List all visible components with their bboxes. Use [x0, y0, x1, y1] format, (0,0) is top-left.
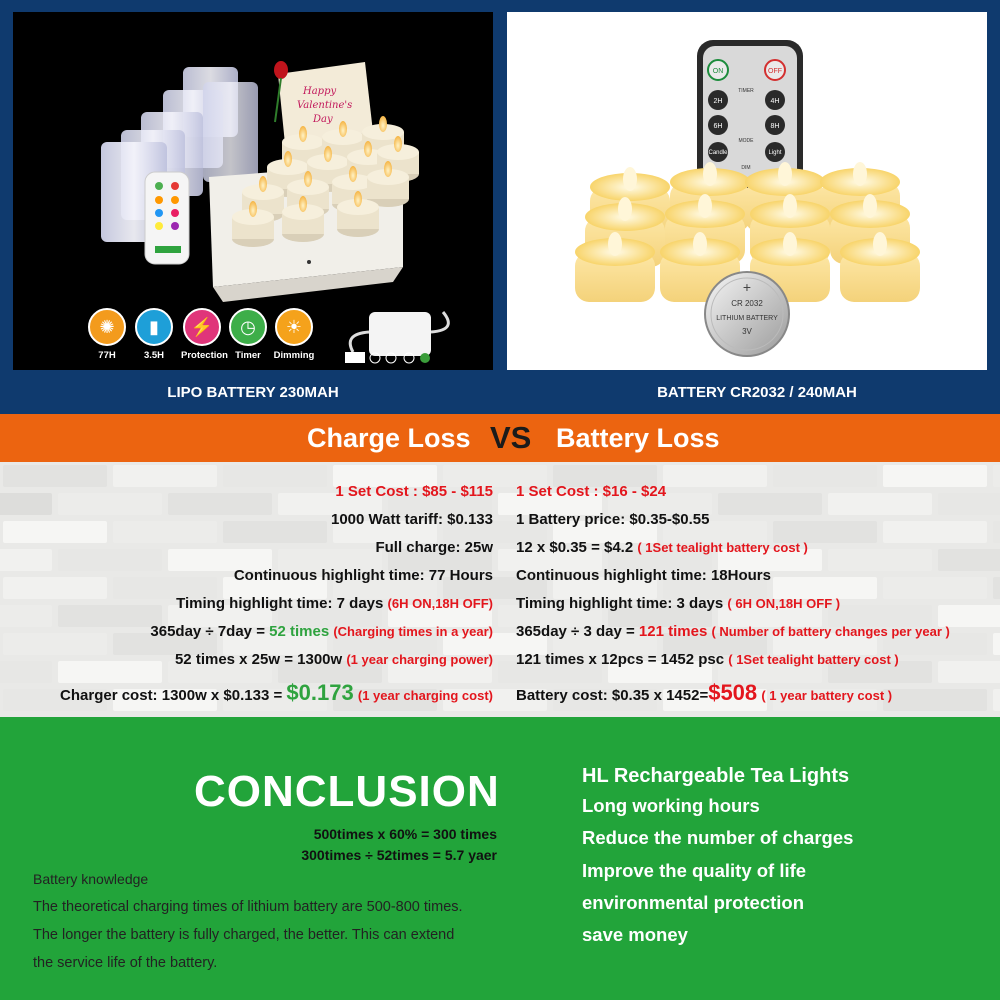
svg-text:Day: Day [313, 114, 333, 125]
feature-hours: ✺ 77H [86, 308, 128, 361]
battery-timing-row: Timing highlight time: 3 days ( 6H ON,18H OFF ) [516, 595, 841, 612]
svg-text:Candle: Candle [708, 150, 728, 156]
charge-times-row: 365day ÷ 7day = 52 times (Charging times in a year) [150, 623, 493, 640]
conclusion-title: CONCLUSION [194, 767, 500, 816]
svg-text:3V: 3V [742, 327, 752, 336]
benefit-item: Reduce the number of charges [582, 827, 854, 848]
shield-icon: ⚡ [183, 308, 221, 346]
benefit-item: environmental protection [582, 892, 805, 913]
svg-text:CR 2032: CR 2032 [731, 299, 763, 308]
battery-loss-heading: Battery Loss [556, 423, 720, 453]
lifetime-calc-2: 300times ÷ 52times = 5.7 yaer [301, 847, 497, 863]
product-comparison-header [0, 0, 1000, 414]
benefit-item: Long working hours [582, 795, 760, 816]
benefit-item: Improve the quality of life [582, 860, 807, 881]
svg-text:Valentine's: Valentine's [297, 100, 353, 111]
svg-text:LITHIUM BATTERY: LITHIUM BATTERY [716, 315, 778, 322]
charge-cost-row: Charger cost: 1300w x $0.133 = $0.173 (1 year charging cost) [60, 680, 493, 705]
svg-text:+: + [742, 279, 752, 295]
battery-times-row: 365day ÷ 3 day = 121 times ( Number of battery changes per year ) [516, 623, 950, 640]
conclusion-section [0, 717, 1000, 1000]
svg-text:Light: Light [768, 150, 782, 156]
battery-price: 1 Battery price: $0.35-$0.55 [516, 511, 710, 528]
battery-knowledge-title: Battery knowledge [33, 871, 149, 887]
battery-continuous-time: Continuous highlight time: 18Hours [516, 567, 771, 584]
rechargeable-product-image [13, 12, 493, 370]
remote-control [145, 172, 189, 264]
charge-continuous-time: Continuous highlight time: 77 Hours [233, 567, 493, 584]
battery-psc-row: 121 times x 12pcs = 1452 psc ( 1Set tealight battery cost ) [516, 651, 899, 668]
lifetime-calc-1: 500times x 60% = 300 times [313, 826, 497, 842]
bulb-icon: ✺ [88, 308, 126, 346]
feature-charge-time: ▮ 3.5H [133, 308, 175, 361]
charge-set-cost: 1 Set Cost : $85 - $115 [335, 483, 493, 500]
battery-set-cost: 1 Set Cost : $16 - $24 [516, 483, 667, 500]
knowledge-line: The theoretical charging times of lithium battery are 500-800 times. [33, 899, 463, 915]
battery-cost-row: Battery cost: $0.35 x 1452=$508 ( 1 year battery cost ) [516, 680, 893, 705]
svg-text:8H: 8H [770, 123, 780, 130]
benefit-item: save money [582, 924, 688, 945]
svg-text:2H: 2H [713, 98, 723, 105]
battery-calc-row: 12 x $0.35 = $4.2 ( 1Set tealight battery cost ) [516, 539, 808, 556]
charge-timing-row: Timing highlight time: 7 days (6H ON,18H OFF) [176, 595, 493, 612]
svg-text:DIM: DIM [741, 165, 751, 171]
timer-icon: ◷ [229, 308, 267, 346]
feature-timer: ◷ Timer [227, 308, 269, 361]
knowledge-line: The longer the battery is fully charged, the better. This can extend [33, 927, 455, 943]
feature-dimming: ☀ Dimming [273, 308, 315, 361]
svg-text:6H: 6H [713, 123, 723, 130]
cr2032-coin-battery [705, 272, 789, 356]
vs-banner [0, 414, 1000, 462]
svg-text:Happy: Happy [303, 86, 337, 97]
knowledge-line: the service life of the battery. [33, 955, 218, 971]
left-caption: LIPO BATTERY 230MAH [167, 384, 339, 401]
feature-protection: ⚡ Protection [181, 308, 223, 361]
vs-label: VS [490, 420, 532, 455]
charge-full-charge: Full charge: 25w [375, 539, 493, 556]
battery-set-illustration [507, 12, 987, 370]
svg-text:TIMER: TIMER [738, 88, 754, 94]
charge-tariff: 1000 Watt tariff: $0.133 [330, 511, 493, 528]
charge-power-row: 52 times x 25w = 1300w (1 year charging power) [174, 651, 493, 668]
brick-wall-background [0, 462, 1000, 717]
usb-adapter [350, 312, 448, 356]
benefits-title: HL Rechargeable Tea Lights [582, 765, 850, 787]
battery-icon: ▮ [135, 308, 173, 346]
charge-loss-heading: Charge Loss [307, 423, 471, 453]
sun-icon: ☀ [275, 308, 313, 346]
battery-product-image [507, 12, 987, 370]
svg-text:MODE: MODE [738, 138, 754, 144]
svg-text:OFF: OFF [768, 68, 782, 75]
right-caption: BATTERY CR2032 / 240MAH [657, 384, 857, 401]
svg-text:ON: ON [712, 68, 724, 75]
cost-comparison [0, 462, 1000, 717]
svg-text:4H: 4H [770, 98, 780, 105]
